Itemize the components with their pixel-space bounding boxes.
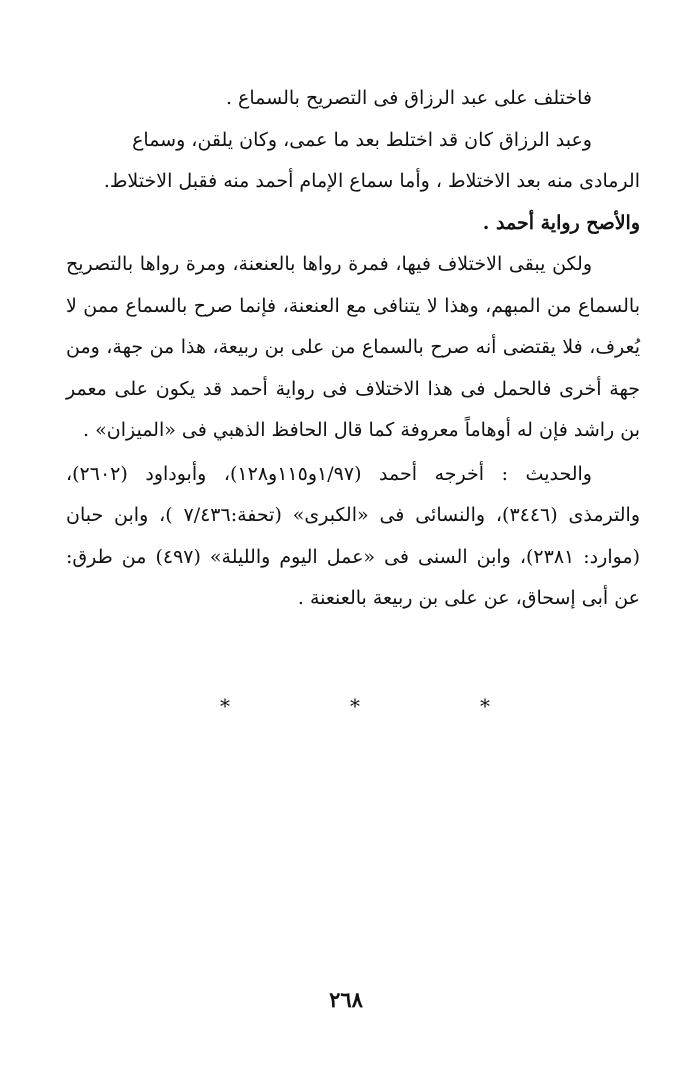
asterisk-ornament-icon: * <box>350 694 360 718</box>
paragraph-takhrij: والحديث : أخرجه أحمد (١/٩٧و١١٥و١٢٨)، وأبوداود (٢٦٠٢)، والترمذى (٣٤٤٦)، والنسائى فى «الكبرى» (تحفة:٧/٤٣٦ )، وابن حبان (موارد: ٢٣٨١)، وابن السنى فى «عمل اليوم والليلة» (٤٩٧) من طرق: عن أبى إسحاق، عن على بن ربيعة بالعنعنة . <box>66 462 640 609</box>
asterisk-ornament-icon: * <box>480 694 490 718</box>
paragraph-abdulrazzaq-line1: وعبد الرزاق كان قد اختلط بعد ما عمى، وكان يلقن، وسماع <box>132 128 592 151</box>
asterisk-ornament-icon: * <box>220 694 230 718</box>
paragraph-narration-difference: فاختلف على عبد الرزاق فى التصريح بالسماع . <box>225 87 592 109</box>
body-text <box>66 78 640 620</box>
page-number: ٢٦٨ <box>329 987 363 1012</box>
paragraph-ahmad-narration-heading: والأصح رواية أحمد . <box>482 211 640 234</box>
paragraph-discussion: ولكن يبقى الاختلاف فيها، فمرة رواها بالعنعنة، ومرة رواها بالتصريح بالسماع من المبهم، وهذا لا يتنافى مع العنعنة، فإنما صرح بالسماع ممن لا يُعرف، فلا يقتضى أنه صرح بالسماع من على بن ربيعة، هذا من جهة، ومن جهة أخرى فالحمل فى هذا الاختلاف فى رواية أحمد قد يكون على معمر بن راشد فإن له أوهاماً معروفة كما قال الحافظ الذهبي فى «الميزان» . <box>66 253 640 441</box>
section-divider <box>220 694 490 718</box>
paragraph-abdulrazzaq-line2: الرمادى منه بعد الاختلاط ، وأما سماع الإمام أحمد منه فقبل الاختلاط. <box>103 170 640 192</box>
